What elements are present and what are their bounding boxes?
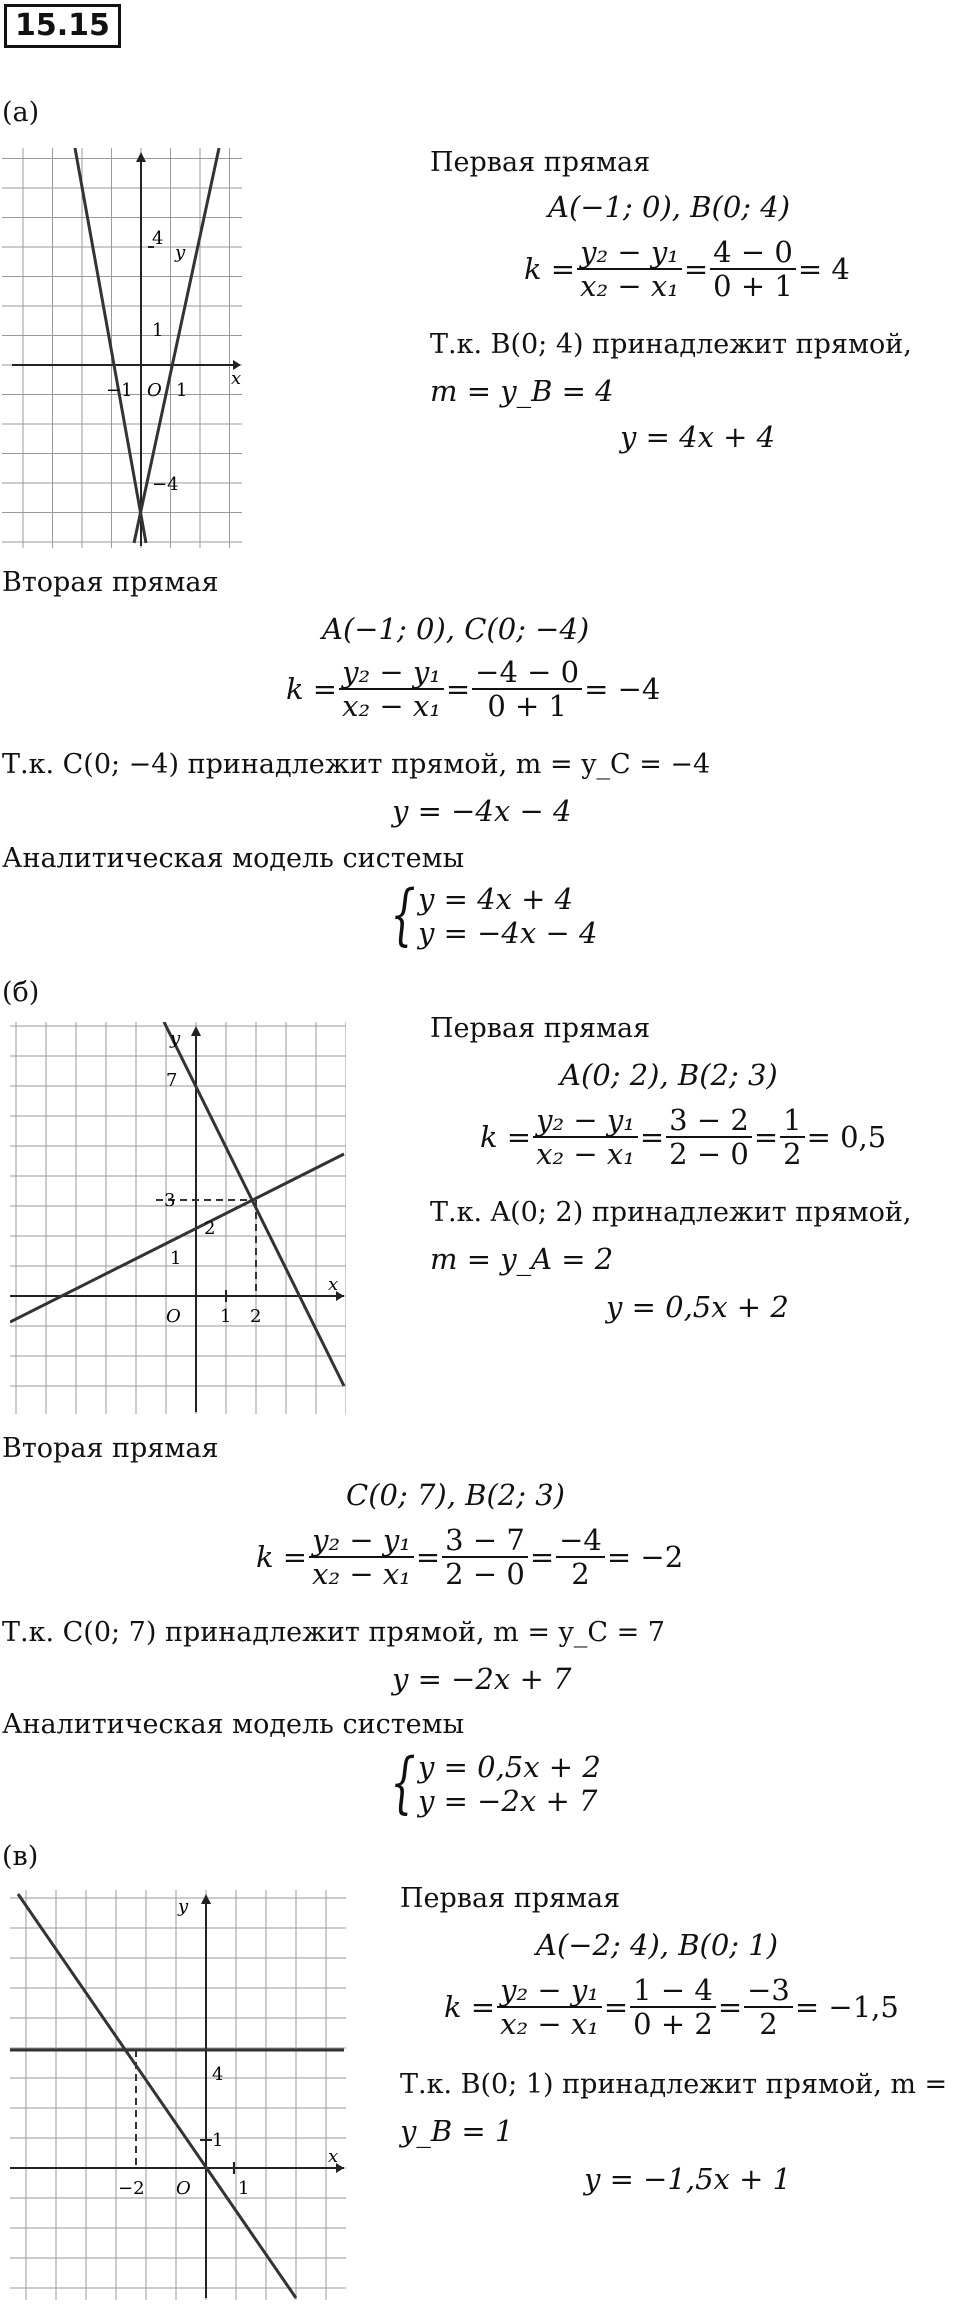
b-first-belongs: Т.к. A(0; 2) принадлежит прямой,	[430, 1197, 912, 1228]
a-first-equation: y = 4x + 4	[620, 420, 776, 454]
tick-label-minus2: −2	[118, 2178, 145, 2199]
y-axis-label: y	[178, 1896, 189, 1917]
part-c-label: (в)	[2, 1841, 39, 1872]
a-second-title: Вторая прямая	[2, 567, 219, 598]
a-second-k-formula: k = $\frac{\text{y₂ − y₁}}{\text{x₂ − x₁}}$ = $\frac{-4 - 0}{0 + 1}$ = −4	[286, 655, 661, 723]
part-a-label: (а)	[2, 97, 40, 128]
graph-b	[10, 1022, 346, 1414]
c-first-points: A(−2; 4), B(0; 1)	[536, 1928, 779, 1962]
c-first-belongs: Т.к. B(0; 1) принадлежит прямой, m =	[400, 2069, 948, 2100]
tick-label-minus1: −1	[106, 380, 133, 401]
b-first-equation: y = 0,5x + 2	[606, 1290, 789, 1324]
c-first-k-formula: k = $\frac{\text{y₂ − y₁}}{\text{x₂ − x₁}}$ = $\frac{1 - 4}{0 + 2}$ = $\frac{-3}{2}$ = −1,5	[444, 1973, 899, 2041]
b-second-equation: y = −2x + 7	[392, 1662, 572, 1696]
a-second-points: A(−1; 0), C(0; −4)	[322, 612, 590, 646]
b-first-m: m = y_A = 2	[430, 1242, 614, 1276]
tick-label-1-y: 1	[170, 1248, 182, 1269]
a-first-belongs: Т.к. B(0; 4) принадлежит прямой,	[430, 329, 912, 360]
b-first-title: Первая прямая	[430, 1013, 651, 1044]
tick-label-1-x: 1	[176, 380, 188, 401]
origin-label: O	[176, 2178, 191, 2199]
b-system-line1: y = 0,5x + 2	[418, 1750, 601, 1784]
b-first-k-formula: k = $\frac{\text{y₂ − y₁}}{\text{x₂ − x₁}}$ = $\frac{3 - 2}{2 - 0}$ = $\frac{1}{2}$ = 0,5	[480, 1103, 887, 1171]
b-first-points: A(0; 2), B(2; 3)	[560, 1058, 778, 1092]
tick-label-1-y: 1	[212, 2130, 224, 2151]
a-system-line1: y = 4x + 4	[418, 882, 574, 916]
brace: {	[390, 876, 416, 953]
b-second-k-formula: k = $\frac{\text{y₂ − y₁}}{\text{x₂ − x₁}}$ = $\frac{3 - 7}{2 - 0}$ = $\frac{-4}{2}$ = −2	[256, 1523, 684, 1591]
a-first-title: Первая прямая	[430, 147, 651, 178]
origin-label: O	[166, 1306, 181, 1327]
b-second-points: C(0; 7), B(2; 3)	[346, 1478, 565, 1512]
c-first-m: y_B = 1	[400, 2114, 514, 2148]
b-system	[382, 1744, 601, 1821]
origin-label: O	[147, 380, 162, 401]
graph-c	[10, 1890, 346, 2300]
problem-number: 15.15	[4, 4, 121, 48]
a-first-points: A(−1; 0), B(0; 4)	[548, 190, 791, 224]
b-system-title: Аналитическая модель системы	[2, 1709, 465, 1740]
x-axis-label: x	[231, 368, 242, 389]
brace: {	[390, 1744, 416, 1821]
a-system	[382, 876, 598, 953]
a-first-m: m = y_B = 4	[430, 374, 614, 408]
b-system-line2: y = −2x + 7	[418, 1784, 598, 1818]
a-second-belongs: Т.к. C(0; −4) принадлежит прямой, m = y_C = −4	[2, 749, 711, 780]
b-second-belongs: Т.к. C(0; 7) принадлежит прямой, m = y_C = 7	[2, 1617, 665, 1648]
tick-label-1-y: 1	[152, 320, 164, 341]
a-first-k-formula: k = $\frac{\text{y₂ − y₁}}{\text{x₂ − x₁}}$ = $\frac{4 - 0}{0 + 1}$ = 4	[524, 235, 850, 303]
y-axis-label: y	[170, 1028, 181, 1049]
b-second-title: Вторая прямая	[2, 1433, 219, 1464]
tick-label-1-x: 1	[238, 2178, 250, 2199]
tick-label-minus4: −4	[152, 474, 179, 495]
c-first-title: Первая прямая	[400, 1883, 621, 1914]
tick-label-4: 4	[152, 228, 164, 249]
tick-label-7: 7	[166, 1070, 178, 1091]
tick-label-4: 4	[212, 2064, 224, 2085]
y-axis-label: y	[175, 242, 186, 263]
x-axis-label: x	[328, 1274, 339, 1295]
tick-label-1-x: 1	[220, 1306, 232, 1327]
a-second-equation: y = −4x − 4	[392, 794, 572, 828]
tick-label-2-y: 2	[204, 1218, 216, 1239]
c-first-equation: y = −1,5x + 1	[584, 2162, 792, 2196]
a-system-line2: y = −4x − 4	[418, 916, 598, 950]
tick-label-2-x: 2	[250, 1306, 262, 1327]
x-axis-label: x	[328, 2146, 339, 2167]
graph-a	[2, 148, 242, 548]
tick-label-3: 3	[164, 1190, 176, 1211]
a-system-title: Аналитическая модель системы	[2, 843, 465, 874]
part-b-label: (б)	[2, 977, 40, 1008]
